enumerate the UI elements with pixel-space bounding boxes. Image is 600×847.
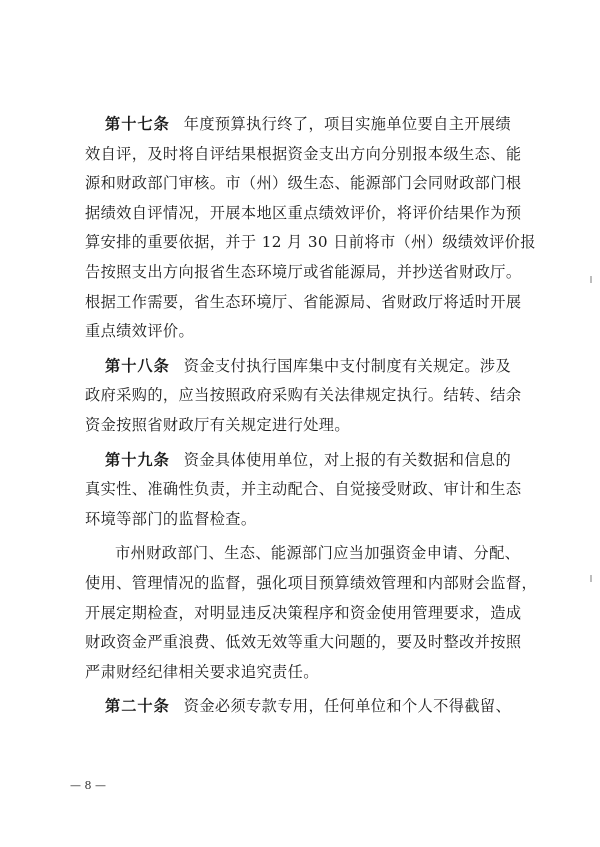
paragraph-line: 重点绩效评价。 bbox=[85, 322, 195, 341]
paragraph-line: 真实性、准确性负责，并主动配合、自觉接受财政、审计和生态 bbox=[85, 480, 522, 499]
paragraph-line: 效自评，及时将自评结果根据资金支出方向分别报本级生态、能 bbox=[85, 144, 522, 163]
paragraph-line: 源和财政部门审核。市（州）级生态、能源部门会同财政部门根 bbox=[85, 174, 522, 193]
paragraph-line: 严肃财经纪律相关要求追究责任。 bbox=[85, 662, 319, 681]
paragraph-line: 告按照支出方向报省生态环境厅或省能源局，并抄送省财政厅。 bbox=[85, 262, 522, 281]
paragraph-line: 算安排的重要依据，并于 12 月 30 日前将市（州）级绩效评价报 bbox=[85, 233, 536, 252]
paragraph-line: 根据工作需要，省生态环境厅、省能源局、省财政厅将适时开展 bbox=[85, 292, 522, 311]
scan-artifact bbox=[590, 276, 592, 283]
paragraph-line: 市州财政部门、生态、能源部门应当加强资金申请、分配、 bbox=[115, 544, 521, 563]
paragraph-line: 环境等部门的监督检查。 bbox=[85, 509, 257, 528]
page-number: — 8 — bbox=[70, 779, 106, 792]
article-number: 第十八条 bbox=[105, 356, 170, 375]
paragraph-line: 资金按照省财政厅有关规定进行处理。 bbox=[85, 415, 350, 434]
article-number: 第十九条 bbox=[105, 450, 170, 469]
paragraph-line: 第十七条 年度预算执行终了，项目实施单位要自主开展绩 bbox=[105, 115, 512, 133]
article-17-paragraph bbox=[85, 110, 536, 347]
supervision-paragraph bbox=[85, 539, 538, 687]
article-20-paragraph bbox=[105, 692, 517, 722]
article-18-paragraph bbox=[85, 352, 522, 441]
article-number: 第十七条 bbox=[105, 115, 170, 133]
document-body bbox=[85, 110, 538, 727]
paragraph-line: 第二十条 资金必须专款专用，任何单位和个人不得截留、 bbox=[105, 697, 512, 716]
paragraph-line: 开展定期检查，对明显违反决策程序和资金使用管理要求，造成 bbox=[85, 603, 522, 622]
paragraph-line: 据绩效自评情况，开展本地区重点绩效评价，将评价结果作为预 bbox=[85, 203, 522, 222]
article-number: 第二十条 bbox=[105, 697, 170, 716]
scan-artifact bbox=[590, 575, 592, 582]
article-19-paragraph bbox=[85, 446, 522, 535]
paragraph-line: 第十九条 资金具体使用单位，对上报的有关数据和信息的 bbox=[105, 450, 512, 469]
paragraph-line: 第十八条 资金支付执行国库集中支付制度有关规定。涉及 bbox=[105, 356, 512, 375]
paragraph-line: 使用、管理情况的监督，强化项目预算绩效管理和内部财会监督， bbox=[85, 573, 538, 592]
paragraph-line: 政府采购的，应当按照政府采购有关法律规定执行。结转、结余 bbox=[85, 386, 522, 405]
paragraph-line: 财政资金严重浪费、低效无效等重大问题的，要及时整改并按照 bbox=[85, 633, 522, 652]
